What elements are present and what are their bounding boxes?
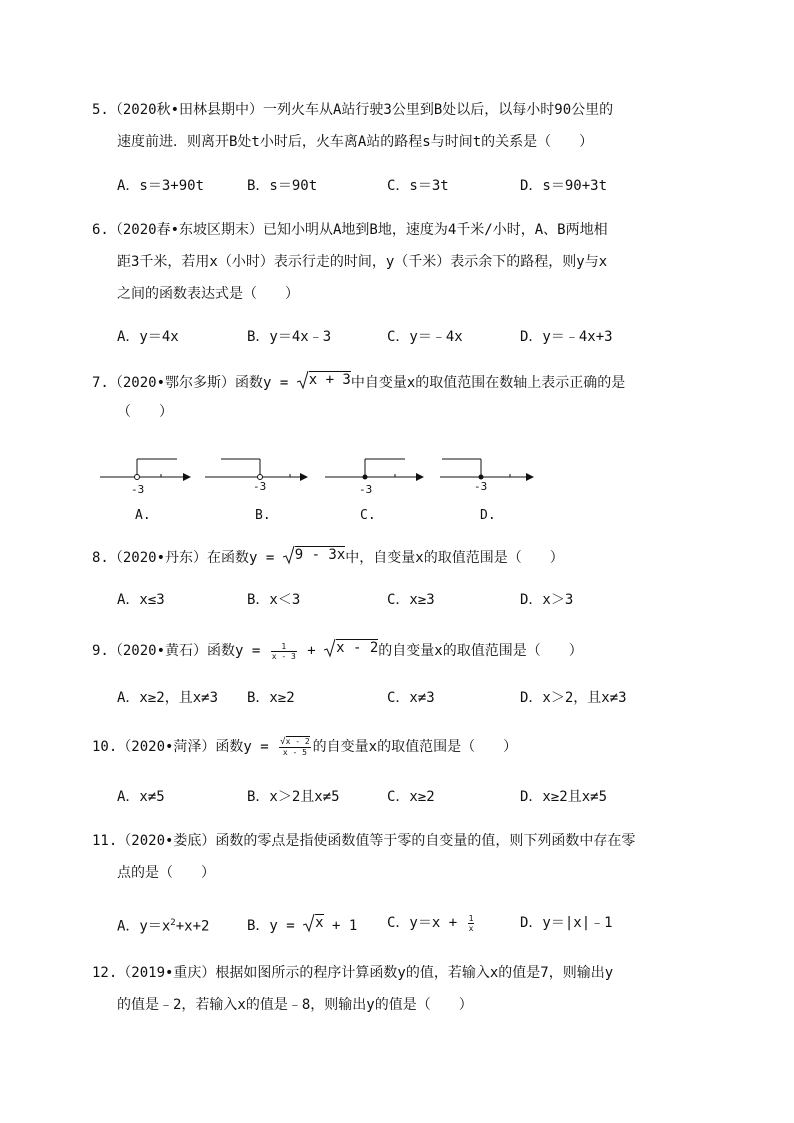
q6-line-2: 距3千米，若用x（小时）表示行走的时间，y（千米）表示余下的路程，则y与x [117,254,608,270]
open-point-icon [258,475,263,480]
q10-option-b: B．x＞2且x≠5 [247,789,340,805]
q5-option-c: C．s＝3t [387,178,449,194]
q8-option-d: D．x＞3 [520,592,574,608]
radical-sign-icon [303,913,315,933]
q10-prefix: 10.（2020•菏泽）函数y = [92,739,278,755]
q8-sqrt [283,545,346,571]
q7-line-2: （ ） [117,404,173,420]
q8-line-1 [92,545,564,571]
q6-line-1: 6.（2020春•东坡区期末）已知小明从A地到B地，速度为4千米/小时，A、B两地相 [92,222,608,238]
radical-sign-icon [297,370,309,390]
radical-sign-icon: √ [280,737,286,747]
q5-option-b: B．s＝90t [247,178,318,194]
q5-option-d: D．s＝90+3t [520,178,608,194]
q10-line-1 [92,737,517,757]
q9-prefix: 9.（2020•黄石）函数y = [92,643,269,659]
q5-line-2: 速度前进．则离开B处t小时后，火车离A站的路程s与时间t的关系是（ ） [117,134,594,150]
q8-suffix: 中，自变量x的取值范围是（ ） [345,550,564,566]
q7-suffix: 中自变量x的取值范围在数轴上表示正确的是 [350,375,626,391]
number-line-b [205,459,307,523]
q9-suffix: 的自变量x的取值范围是（ ） [378,643,583,659]
q8-option-b: B．x＜3 [247,592,301,608]
q11-option-a-base: A．y＝x [117,918,171,935]
q11-option-c [387,913,476,933]
q11-option-a [117,913,209,937]
axis-label-b: -3 [253,480,267,493]
radical-sign-icon [283,545,295,565]
q11-option-b-radicand: x [315,915,324,931]
q9-sqrt [324,638,378,664]
number-line-d [440,459,533,523]
q11-option-c-num: 1 [468,913,474,923]
q8-option-c: C．x≥3 [387,592,435,608]
q9-option-d: D．x＞2，且x≠3 [520,690,627,706]
q10-frac-den: x - 5 [282,748,307,757]
q9-option-b: B．x≥2 [247,690,295,706]
axis-label-a: -3 [131,483,145,496]
q9-frac-num: 1 [271,642,297,652]
q10-option-d: D．x≥2且x≠5 [520,789,608,805]
q11-option-b-sqrt [303,913,323,939]
q10-frac-num-radicand: x - 2 [285,737,310,746]
number-line-c-letter: C. [360,508,376,523]
q11-option-c-prefix: C．y＝x + [387,915,466,931]
q7-sqrt [297,370,351,396]
q11-option-d: D．y＝|x|﹣1 [520,915,613,931]
q12-line-2: 的值是﹣2，若输入x的值是﹣8，则输出y的值是（ ） [117,997,473,1013]
q11-option-b [247,913,357,939]
q9-fraction [271,642,297,661]
number-line-b-letter: B. [255,508,271,523]
q5-option-a: A．s＝3+90t [117,178,205,194]
q11-option-a-exponent: 2 [170,918,176,928]
q7-radicand: x + 3 [308,372,351,388]
q8-prefix: 8.（2020•丹东）在函数y = [92,550,283,566]
q8-radicand: 9 - 3x [294,547,346,563]
q10-option-c: C．x≥2 [387,789,435,805]
number-line-c [325,459,423,523]
number-line-a-letter: A. [135,508,151,523]
q6-option-d: D．y＝﹣4x+3 [520,329,613,345]
closed-point-icon [363,475,368,480]
q10-fraction [279,737,311,757]
axis-label-d: -3 [474,480,488,493]
q5-line-1: 5.（2020秋•田林县期中）一列火车从A站行驶3公里到B处以后，以每小时90公里的 [92,102,614,118]
q9-option-a: A．x≥2，且x≠3 [117,690,219,706]
q9-plus: + [307,643,316,659]
q9-option-c: C．x≠3 [387,690,435,706]
open-point-icon [135,475,140,480]
radical-sign-icon [324,638,336,658]
q6-line-3: 之间的函数表达式是（ ） [117,286,299,302]
q7-prefix: 7.（2020•鄂尔多斯）函数y = [92,375,297,391]
q11-option-b-prefix: B．y = [247,918,304,934]
q11-option-c-fraction [468,914,475,933]
q6-option-c: C．y＝﹣4x [387,329,463,345]
q11-option-c-den: x [468,923,474,933]
q8-option-a: A．x≤3 [117,592,165,608]
q7-number-lines [95,445,545,525]
q12-line-1: 12.（2019•重庆）根据如图所示的程序计算函数y的值，若输入x的值是7，则输出y [92,965,614,981]
number-line-a [100,459,190,523]
axis-label-c: -3 [359,483,373,496]
q9-radicand: x - 2 [336,640,379,656]
q10-frac-num [279,737,311,748]
q9-line-1 [92,638,583,664]
q11-option-b-suffix: + 1 [323,918,358,934]
q11-option-a-rest: +x+2 [175,918,210,935]
number-line-d-letter: D. [480,508,496,523]
q6-option-b: B．y＝4x﹣3 [247,329,332,345]
q7-line-1 [92,370,625,396]
q10-option-a: A．x≠5 [117,789,165,805]
q6-option-a: A．y＝4x [117,329,179,345]
closed-point-icon [479,475,484,480]
q11-line-2: 点的是（ ） [117,865,215,881]
q11-line-1: 11.（2020•娄底）函数的零点是指使函数值等于零的自变量的值，则下列函数中存在零 [92,833,636,849]
q9-frac-den: x - 3 [271,651,296,661]
q10-suffix: 的自变量x的取值范围是（ ） [312,739,518,755]
